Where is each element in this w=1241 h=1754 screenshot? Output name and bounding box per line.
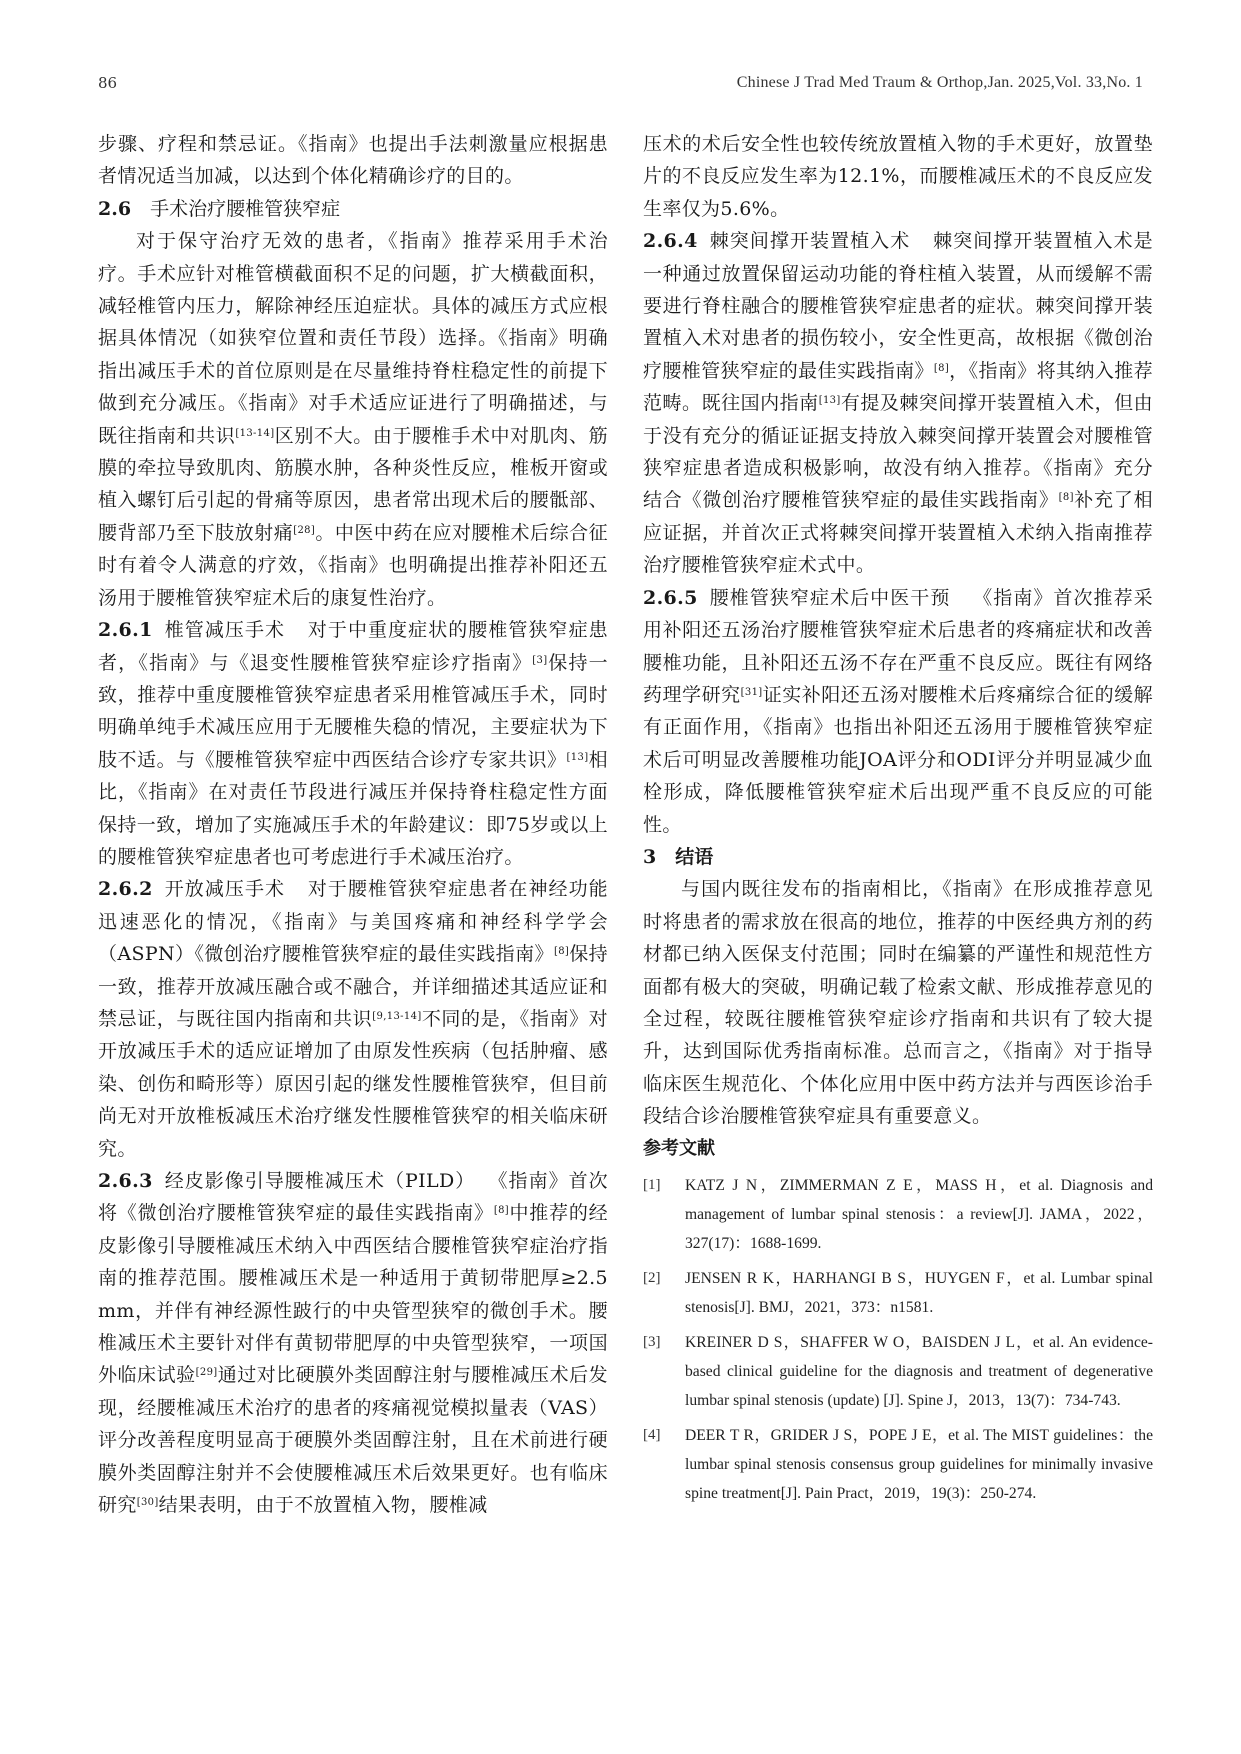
section-2-6-4-paragraph	[643, 225, 1153, 581]
right-column	[643, 128, 1153, 1508]
continued-paragraph: 压术的术后安全性也较传统放置植入物的手术更好，放置垫片的不良反应发生率为12.1%，而腰椎减压术的不良反应发生率仅为5.6%。	[643, 133, 1153, 220]
text-run: 结果表明，由于不放置植入物，腰椎减	[158, 1494, 488, 1517]
text-run: 保持一致，推荐中重度腰椎管狭窄症患者采用椎管减压手术，同时明确单纯手术减压应用于无腰椎失稳的情况，主要症状为下肢不适。与《腰椎管狭窄症中西医结合诊疗专家共识》	[98, 651, 608, 771]
section-number: 2.6.5	[643, 586, 698, 609]
intro-paragraph: 步骤、疗程和禁忌证。《指南》也提出手法刺激量应根据患者情况适当加减，以达到个体化精确诊疗的目的。	[98, 133, 608, 188]
citation-ref: [30]	[136, 1497, 159, 1509]
citation-ref: [8]	[553, 946, 570, 958]
text-run: ，《指南》将其纳入推荐范畴。既往国内指南	[643, 359, 1153, 415]
section-2-6-2-paragraph	[98, 873, 608, 1165]
section-number: 2.6.3	[98, 1170, 153, 1192]
section-number: 2.6.1	[98, 619, 153, 642]
reference-item	[643, 1328, 1153, 1415]
citation-ref: [8]	[1058, 492, 1074, 504]
text-run: 中推荐的经皮影像引导腰椎减压术纳入中西医结合腰椎管狭窄症治疗指南的推荐范围。腰椎减压术是一种适用于黄韧带肥厚≥2.5 mm，并伴有神经源性跛行的中央管型狭窄的微创手术。腰椎减压术主要针对伴有黄韧带肥厚的中央管型狭窄，一项国外临床试验	[98, 1202, 608, 1387]
reference-number: [1]	[643, 1176, 661, 1193]
conclusion-paragraph: 与国内既往发布的指南相比，《指南》在形成推荐意见时将患者的需求放在很高的地位，推荐的中医经典方剂的药材都已纳入医保支付范围；同时在编纂的严谨性和规范性方面都有极大的突破，明确记载了检索文献、形成推荐意见的全过程，较既往腰椎管狭窄症诊疗指南和共识有了较大提升，达到国际优秀指南标准。总而言之，《指南》对于指导临床医生规范化、个体化应用中医中药方法并与西医诊治手段结合诊治腰椎管狭窄症具有重要意义。	[643, 878, 1153, 1128]
section-title: 开放减压手术	[164, 878, 286, 901]
citation-ref: [13]	[566, 751, 589, 763]
text-run: 。中医中药在应对腰椎术后综合征时有着令人满意的疗效，《指南》也明确提出推荐补阳还五汤用于腰椎管狭窄症术后的康复性治疗。	[98, 521, 608, 609]
references-heading: 参考文献	[643, 1137, 715, 1159]
text-run: 保持一致，推荐开放减压融合或不融合，并详细描述其适应证和禁忌证，与既往国内指南和共识	[98, 943, 608, 1030]
reference-text: JENSEN R K，HARHANGI B S，HUYGEN F，et al. Lumbar spinal stenosis[J]. BMJ，2021，373：n1581.	[685, 1269, 1153, 1316]
text-run: 对于腰椎管狭窄症患者在神经功能迅速恶化的情况，《指南》与美国疼痛和神经科学学会（ASPN）《微创治疗腰椎管狭窄症的最佳实践指南》	[98, 878, 608, 966]
journal-header: Chinese J Trad Med Traum & Orthop,Jan. 2025,Vol. 33,No. 1	[736, 74, 1143, 91]
left-column	[98, 128, 608, 1521]
citation-ref: [9,13-14]	[372, 1010, 422, 1022]
reference-item	[643, 1171, 1153, 1258]
citation-ref: [8]	[493, 1205, 510, 1217]
page-number: 86	[98, 74, 118, 92]
section-heading-3	[643, 841, 1153, 873]
citation-ref: [8]	[933, 362, 950, 374]
text-run: 不同的是，《指南》对开放减压手术的适应证增加了由原发性疾病（包括肿瘤、感染、创伤和畸形等）原因引起的继发性腰椎管狭窄，但目前尚无对开放椎板减压术治疗继发性腰椎管狭窄的相关临床研究。	[98, 1007, 608, 1160]
section-number: 2.6.4	[643, 230, 698, 253]
citation-ref: [29]	[195, 1367, 218, 1379]
reference-number: [4]	[643, 1426, 661, 1443]
section-title: 棘突间撑开装置植入术	[709, 230, 911, 253]
reference-number: [3]	[643, 1333, 661, 1350]
section-title: 结语	[675, 845, 714, 868]
text-run: 《指南》首次将《微创治疗腰椎管狭窄症的最佳实践指南》	[98, 1170, 608, 1225]
section-2-6-5-paragraph	[643, 582, 1153, 841]
text-run: 通过对比硬膜外类固醇注射与腰椎减压术后发现，经腰椎减压术治疗的患者的疼痛视觉模拟量表（VAS）评分改善程度明显高于硬膜外类固醇注射，且在术前进行硬膜外类固醇注射并不会使腰椎减压术后效果更好。也有临床研究	[98, 1364, 608, 1517]
reference-item	[643, 1421, 1153, 1508]
text-run: 有提及棘突间撑开装置植入术，但由于没有充分的循证证据支持放入棘突间撑开装置会对腰椎管狭窄症患者造成积极影响，故没有纳入推荐。《指南》充分结合《微创治疗腰椎管狭窄症的最佳实践指南》	[643, 392, 1153, 512]
text-run: 区别不大。由于腰椎手术中对肌肉、筋膜的牵拉导致肌肉、筋膜水肿，各种炎性反应，椎板开窗或植入螺钉后引起的骨痛等原因，患者常出现术后的腰骶部、腰背部乃至下肢放射痛	[98, 424, 609, 544]
reference-text: KREINER D S，SHAFFER W O，BAISDEN J L，et al. An evidence-based clinical guideline for the diagnosis and treatment of degenerative lumbar spinal stenosis (update) [J]. Spine J，2013，13(7)：734-743.	[685, 1333, 1153, 1409]
section-title: 腰椎管狭窄症术后中医干预	[709, 586, 951, 609]
reference-text: DEER T R，GRIDER J S，POPE J E，et al. The MIST guidelines：the lumbar spinal stenosis consensus group guidelines for minimally invasive spine treatment[J]. Pain Pract，2019，19(3)：250-274.	[685, 1426, 1153, 1502]
section-title: 手术治疗腰椎管狭窄症	[150, 197, 341, 220]
section-2-6-3-paragraph	[98, 1165, 608, 1521]
citation-ref: [13]	[818, 395, 841, 407]
section-title: 椎管减压手术	[164, 619, 286, 642]
section-heading-2-6	[98, 193, 608, 225]
citation-ref: [13-14]	[235, 427, 275, 439]
text-run: 《指南》首次推荐采用补阳还五汤治疗腰椎管狭窄症术后患者的疼痛症状和改善腰椎功能，且补阳还五汤不存在严重不良反应。既往有网络药理学研究	[643, 586, 1153, 706]
citation-ref: [31]	[740, 686, 763, 698]
reference-item	[643, 1264, 1153, 1322]
section-number: 2.6	[98, 197, 132, 220]
reference-number: [2]	[643, 1269, 661, 1286]
text-run: 相比，《指南》在对责任节段进行减压并保持脊柱稳定性方面保持一致，增加了实施减压手术的年龄建议：即75岁或以上的腰椎管狭窄症患者也可考虑进行手术减压治疗。	[98, 748, 608, 868]
text-run: 补充了相应证据，并首次正式将棘突间撑开装置植入术纳入指南推荐治疗腰椎管狭窄症术式中。	[643, 489, 1153, 577]
citation-ref: [3]	[532, 654, 548, 666]
reference-text: KATZ J N，ZIMMERMAN Z E，MASS H，et al. Diagnosis and management of lumbar spinal stenosis：a review[J]. JAMA，2022，327(17)：1688-1699.	[685, 1176, 1153, 1252]
text-run: 对于中重度症状的腰椎管狭窄症患者，《指南》与《退变性腰椎管狭窄症诊疗指南》	[98, 619, 608, 674]
section-number: 3	[643, 845, 657, 868]
text-run: 棘突间撑开装置植入术是一种通过放置保留运动功能的脊柱植入装置，从而缓解不需要进行脊柱融合的腰椎管狭窄症患者的症状。棘突间撑开装置植入术对患者的损伤较小，安全性更高，故根据《微创治疗腰椎管狭窄症的最佳实践指南》	[643, 230, 1153, 382]
text-run: 对于保守治疗无效的患者，《指南》推荐采用手术治疗。手术应针对椎管横截面积不足的问题，扩大横截面积，减轻椎管内压力，解除神经压迫症状。具体的减压方式应根据具体情况（如狭窄位置和责任节段）选择。《指南》明确指出减压手术的首位原则是在尽量维持脊柱稳定性的前提下做到充分减压。《指南》对手术适应证进行了明确描述，与既往指南和共识	[98, 230, 608, 447]
section-2-6-1-paragraph	[98, 614, 608, 873]
text-run: 证实补阳还五汤对腰椎术后疼痛综合征的缓解有正面作用，《指南》也指出补阳还五汤用于腰椎管狭窄症术后可明显改善腰椎功能JOA评分和ODI评分并明显减少血栓形成，降低腰椎管狭窄症术后出现严重不良反应的可能性。	[643, 683, 1153, 836]
section-number: 2.6.2	[98, 878, 153, 901]
section-title: 经皮影像引导腰椎减压术（PILD）	[164, 1170, 476, 1192]
citation-ref: [28]	[293, 524, 316, 536]
section-2-6-paragraph	[98, 225, 608, 614]
